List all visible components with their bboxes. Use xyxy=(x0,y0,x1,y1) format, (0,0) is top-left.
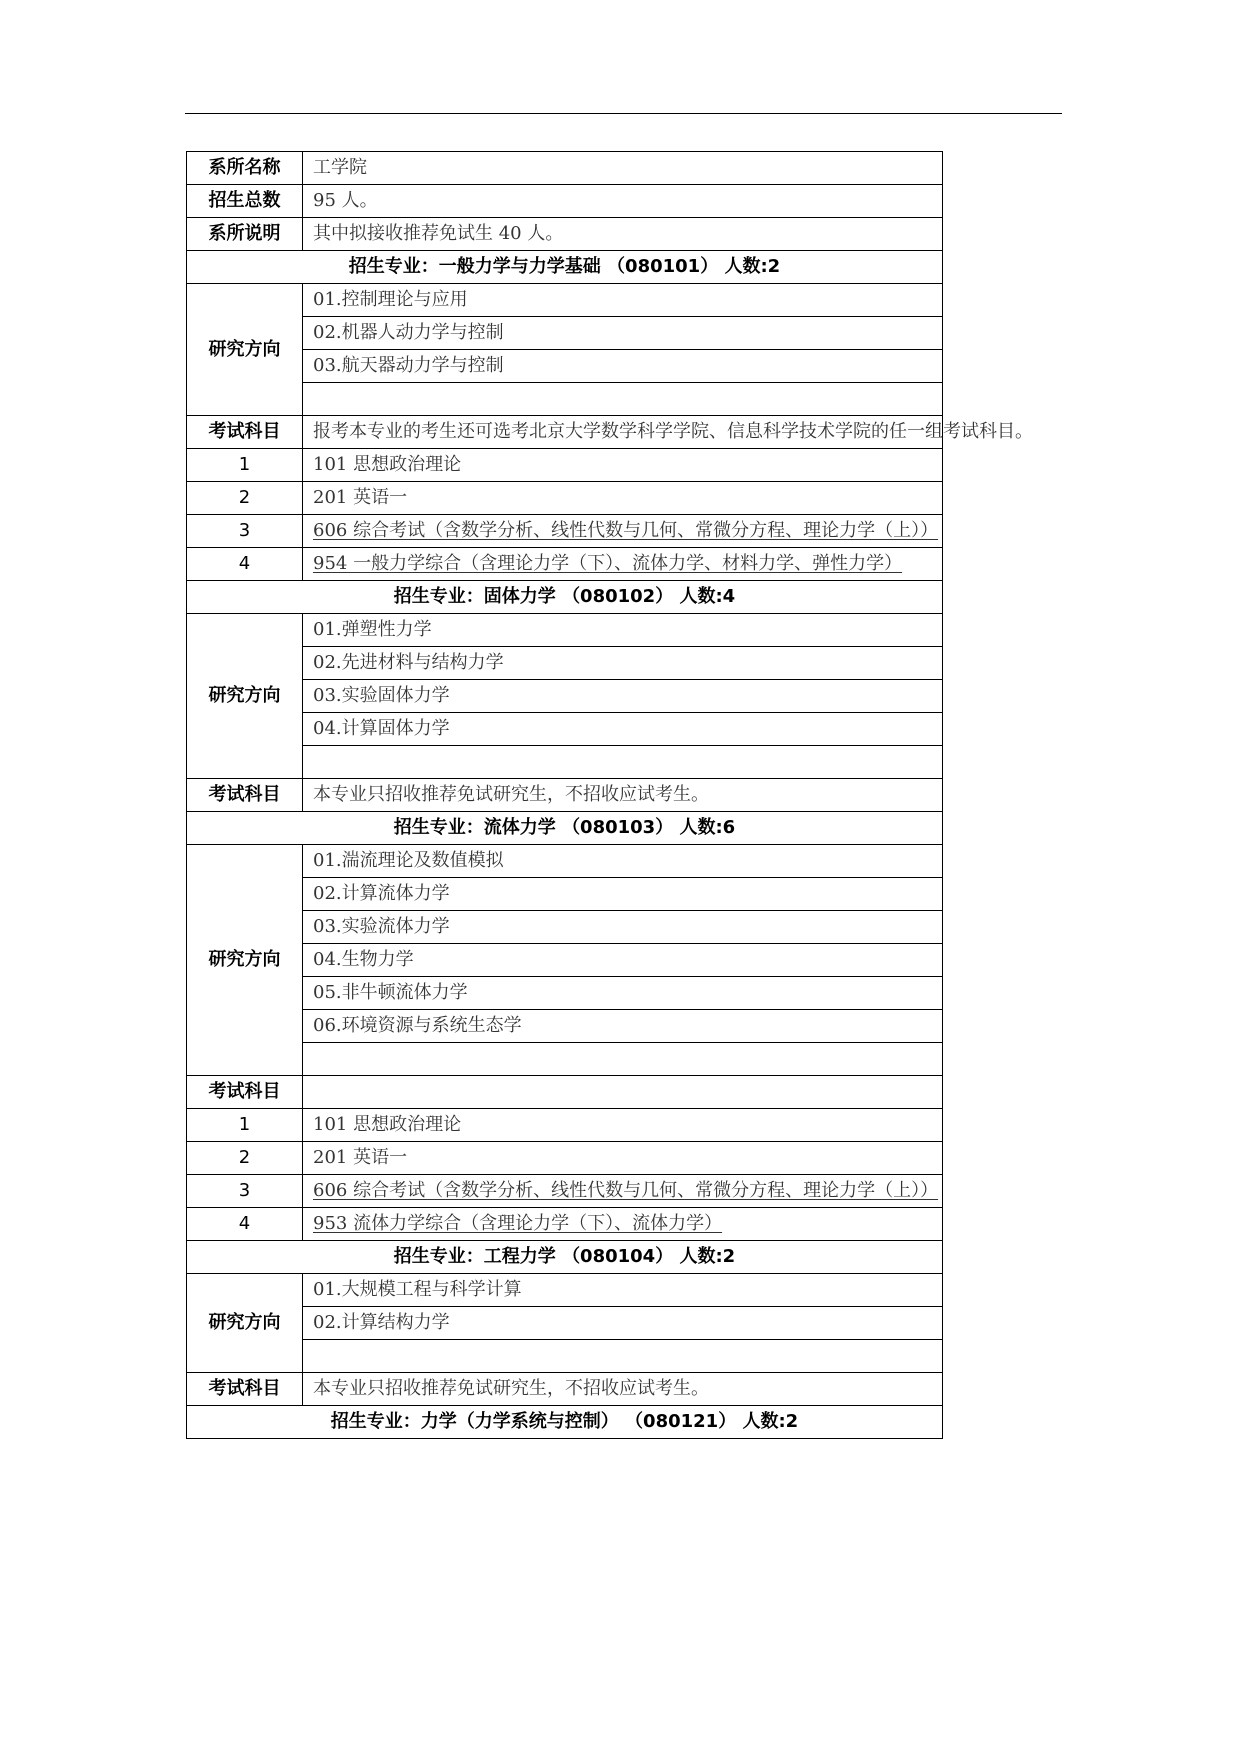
direction-item: 06.环境资源与系统生态学 xyxy=(303,1010,943,1043)
direction-item: 01.控制理论与应用 xyxy=(303,284,943,317)
table-row xyxy=(187,548,943,581)
subject-link[interactable]: 606 综合考试（含数学分析、线性代数与几何、常微分方程、理论力学（上）） xyxy=(313,520,939,541)
table-row xyxy=(187,614,943,647)
direction-item: 01.大规模工程与科学计算 xyxy=(303,1274,943,1307)
department-note-label: 系所说明 xyxy=(187,218,303,251)
direction-empty-cell xyxy=(303,383,943,416)
major-title: 招生专业：流体力学 （080103） 人数:6 xyxy=(187,812,943,845)
table-row xyxy=(187,812,943,845)
subject-number: 4 xyxy=(187,548,303,581)
exam-note: 本专业只招收推荐免试研究生，不招收应试考生。 xyxy=(303,1373,943,1406)
exam-note: 本专业只招收推荐免试研究生，不招收应试考生。 xyxy=(303,779,943,812)
table-row xyxy=(187,218,943,251)
table-row xyxy=(187,1373,943,1406)
table-row xyxy=(187,1175,943,1208)
table-row xyxy=(187,1208,943,1241)
direction-empty-cell xyxy=(303,1340,943,1373)
table-row xyxy=(187,416,943,449)
exam-note: 报考本专业的考生还可选考北京大学数学科学学院、信息科学技术学院的任一组考试科目。 xyxy=(303,416,943,449)
research-directions-label: 研究方向 xyxy=(187,614,303,779)
subject-link-cell xyxy=(303,1208,943,1241)
exam-note xyxy=(303,1076,943,1109)
direction-item: 02.机器人动力学与控制 xyxy=(303,317,943,350)
major-title: 招生专业：固体力学 （080102） 人数:4 xyxy=(187,581,943,614)
subject-number: 1 xyxy=(187,449,303,482)
subject-link-cell xyxy=(303,515,943,548)
subject-name: 101 思想政治理论 xyxy=(303,1109,943,1142)
direction-item: 02.先进材料与结构力学 xyxy=(303,647,943,680)
research-directions-label: 研究方向 xyxy=(187,845,303,1076)
subject-link[interactable]: 954 一般力学综合（含理论力学（下）、流体力学、材料力学、弹性力学） xyxy=(313,553,903,574)
total-enrollment-value: 95 人。 xyxy=(303,185,943,218)
table-row xyxy=(187,515,943,548)
subject-link[interactable]: 953 流体力学综合（含理论力学（下）、流体力学） xyxy=(313,1213,723,1234)
table-row xyxy=(187,1142,943,1175)
table-row xyxy=(187,1274,943,1307)
table-row xyxy=(187,251,943,284)
page-header-rule xyxy=(185,113,1062,114)
major-title: 招生专业：一般力学与力学基础 （080101） 人数:2 xyxy=(187,251,943,284)
direction-item: 01.弹塑性力学 xyxy=(303,614,943,647)
subject-number: 1 xyxy=(187,1109,303,1142)
department-name-value: 工学院 xyxy=(303,152,943,185)
table-row xyxy=(187,185,943,218)
direction-item: 02.计算结构力学 xyxy=(303,1307,943,1340)
table-row xyxy=(187,1241,943,1274)
direction-empty-cell xyxy=(303,746,943,779)
department-note-value: 其中拟接收推荐免试生 40 人。 xyxy=(303,218,943,251)
table-row xyxy=(187,779,943,812)
table-row xyxy=(187,1076,943,1109)
department-name-label: 系所名称 xyxy=(187,152,303,185)
subject-name: 201 英语一 xyxy=(303,1142,943,1175)
subject-link-cell xyxy=(303,1175,943,1208)
exam-subjects-label: 考试科目 xyxy=(187,1373,303,1406)
research-directions-label: 研究方向 xyxy=(187,284,303,416)
table-row xyxy=(187,1109,943,1142)
total-enrollment-label: 招生总数 xyxy=(187,185,303,218)
table-row xyxy=(187,581,943,614)
subject-number: 3 xyxy=(187,1175,303,1208)
table-row xyxy=(187,152,943,185)
direction-item: 04.生物力学 xyxy=(303,944,943,977)
admissions-table xyxy=(186,151,1033,1439)
subject-number: 2 xyxy=(187,1142,303,1175)
research-directions-label: 研究方向 xyxy=(187,1274,303,1373)
major-title: 招生专业：工程力学 （080104） 人数:2 xyxy=(187,1241,943,1274)
subject-number: 2 xyxy=(187,482,303,515)
subject-number: 4 xyxy=(187,1208,303,1241)
subject-link-cell xyxy=(303,548,943,581)
subject-link[interactable]: 606 综合考试（含数学分析、线性代数与几何、常微分方程、理论力学（上）） xyxy=(313,1180,939,1201)
exam-subjects-label: 考试科目 xyxy=(187,1076,303,1109)
exam-subjects-label: 考试科目 xyxy=(187,779,303,812)
subject-number: 3 xyxy=(187,515,303,548)
direction-item: 02.计算流体力学 xyxy=(303,878,943,911)
direction-empty-cell xyxy=(303,1043,943,1076)
direction-item: 04.计算固体力学 xyxy=(303,713,943,746)
table-row xyxy=(187,1406,943,1439)
direction-item: 03.实验流体力学 xyxy=(303,911,943,944)
subject-name: 201 英语一 xyxy=(303,482,943,515)
major-title: 招生专业：力学（力学系统与控制） （080121） 人数:2 xyxy=(187,1406,943,1439)
table-row xyxy=(187,449,943,482)
subject-name: 101 思想政治理论 xyxy=(303,449,943,482)
direction-item: 03.航天器动力学与控制 xyxy=(303,350,943,383)
table-row xyxy=(187,845,943,878)
direction-item: 03.实验固体力学 xyxy=(303,680,943,713)
direction-item: 01.湍流理论及数值模拟 xyxy=(303,845,943,878)
direction-item: 05.非牛顿流体力学 xyxy=(303,977,943,1010)
table-row xyxy=(187,284,943,317)
table-row xyxy=(187,482,943,515)
exam-subjects-label: 考试科目 xyxy=(187,416,303,449)
